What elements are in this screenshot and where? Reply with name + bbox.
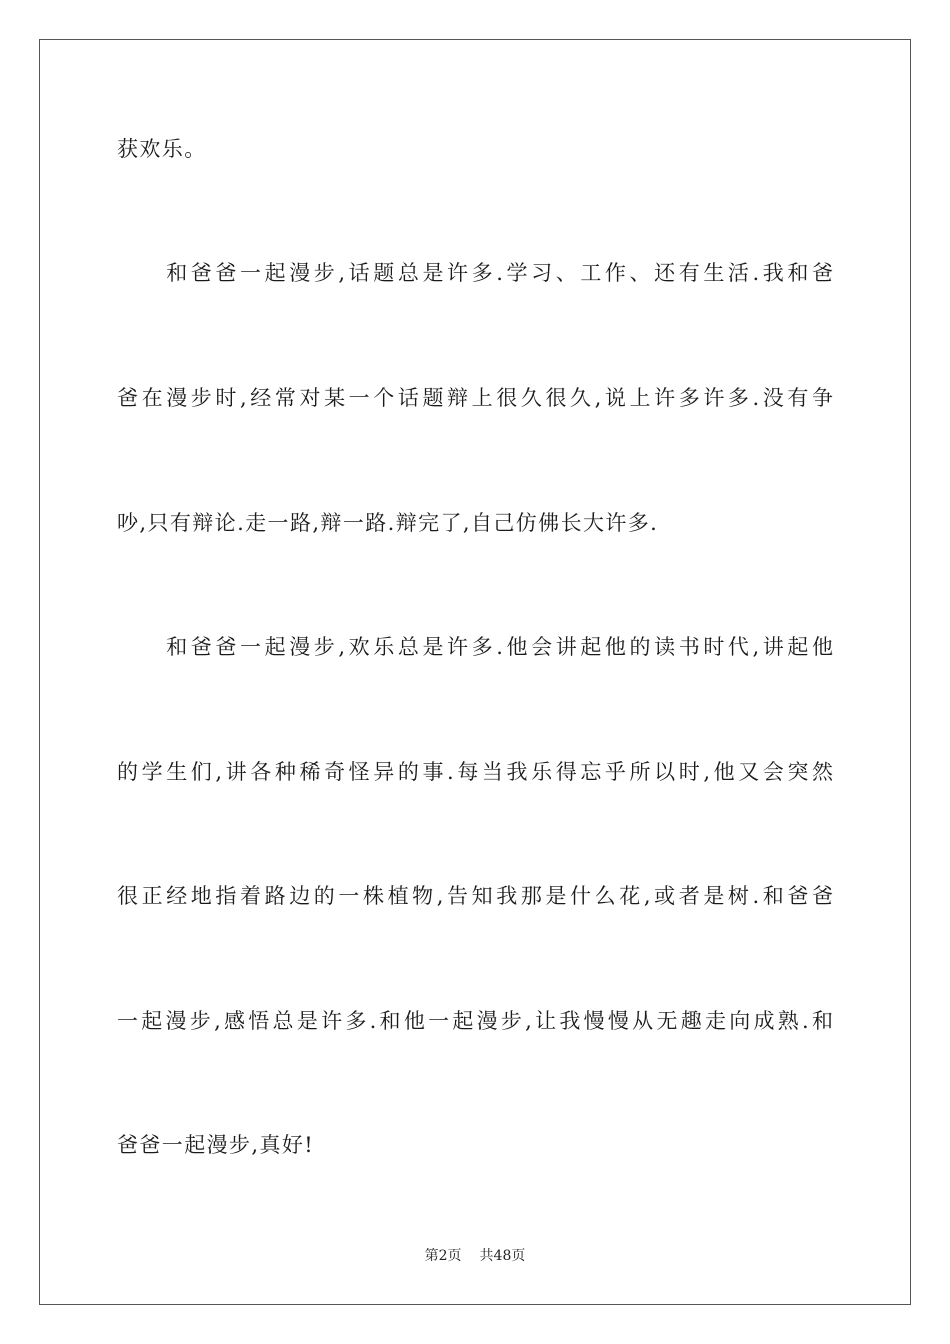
page-footer — [0, 1246, 950, 1266]
text-line-9: 爸爸一起漫步,真好! — [117, 1133, 315, 1157]
page-border — [39, 39, 911, 1305]
page-total: 共48页 — [479, 1248, 526, 1264]
text-line-1: 获欢乐。 — [117, 137, 207, 161]
page-number: 第2页 — [424, 1248, 462, 1264]
text-line-7: 很正经地指着路边的一株植物,告知我那是什么花,或者是树.和爸爸 — [117, 884, 833, 908]
text-line-3: 爸在漫步时,经常对某一个话题辩上很久很久,说上许多许多.没有争 — [117, 386, 833, 410]
text-line-4: 吵,只有辩论.走一路,辩一路.辩完了,自己仿佛长大许多. — [117, 511, 659, 535]
text-line-8: 一起漫步,感悟总是许多.和他一起漫步,让我慢慢从无趣走向成熟.和 — [117, 1009, 833, 1033]
text-line-5: 和爸爸一起漫步,欢乐总是许多.他会讲起他的读书时代,讲起他 — [117, 635, 833, 659]
text-line-6: 的学生们,讲各种稀奇怪异的事.每当我乐得忘乎所以时,他又会突然 — [117, 760, 833, 784]
text-line-2: 和爸爸一起漫步,话题总是许多.学习、工作、还有生活.我和爸 — [117, 261, 833, 285]
